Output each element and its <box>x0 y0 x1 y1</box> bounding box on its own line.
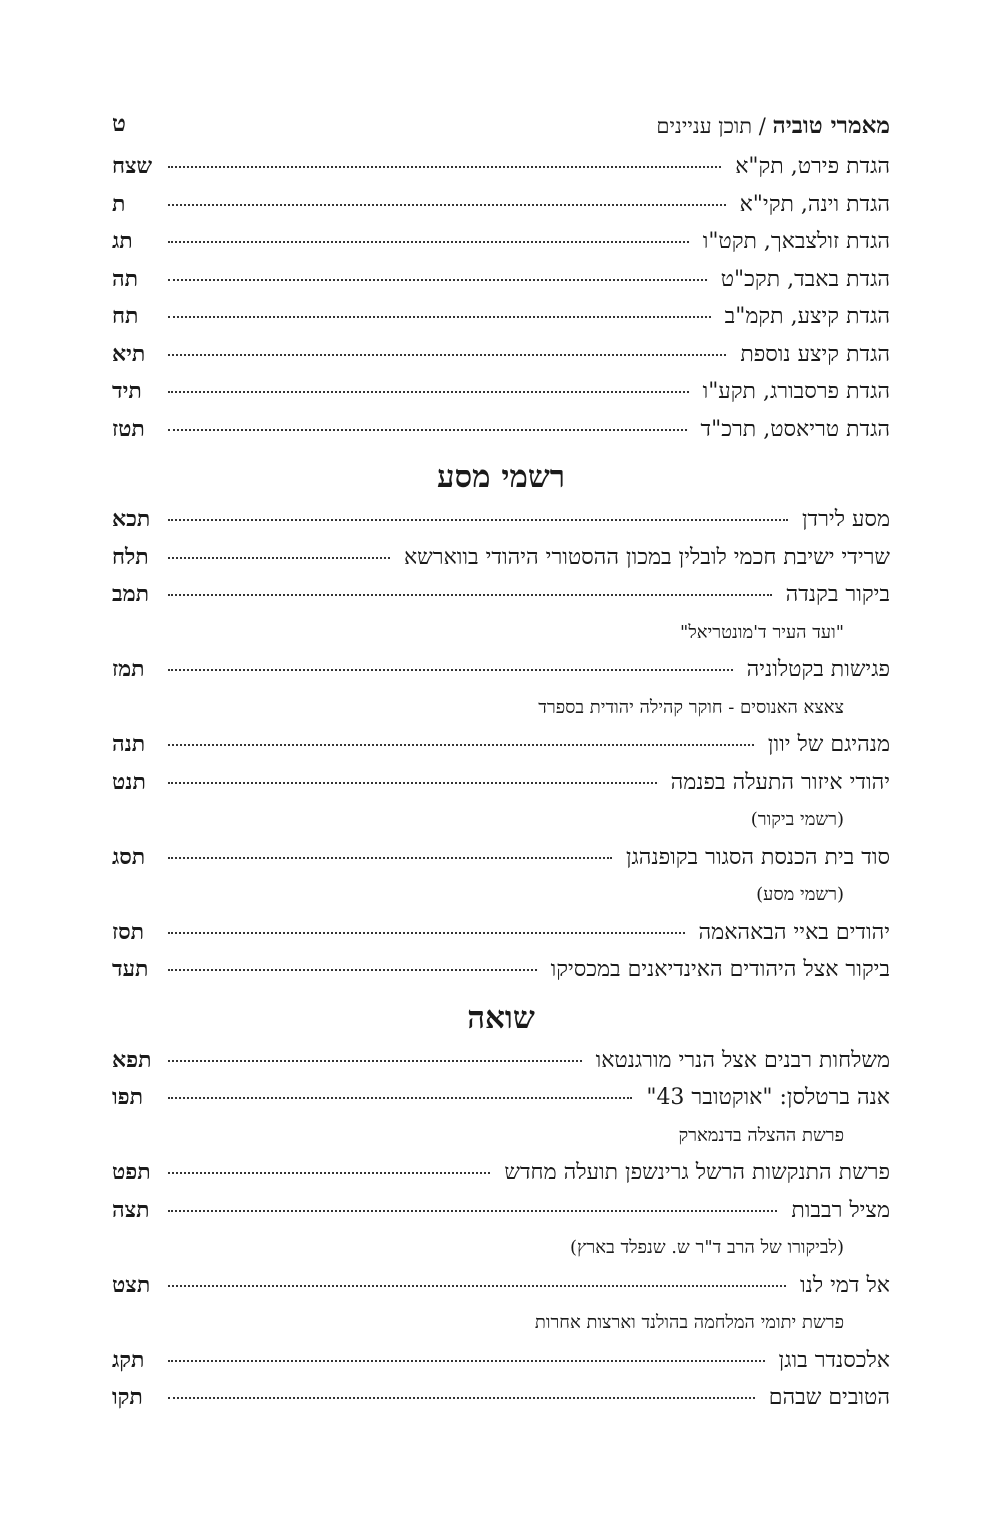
toc-entry-page: תפא <box>112 1046 152 1073</box>
toc-entry-title: מסע לירדן <box>801 507 890 532</box>
dot-leader <box>168 429 687 431</box>
dot-leader <box>168 782 657 784</box>
dot-leader <box>168 1060 582 1062</box>
toc-entry-page: תצט <box>112 1271 151 1298</box>
toc-entry-page: תסז <box>112 918 145 945</box>
toc-entry-title: הגדת פירט, תק"א <box>735 154 890 179</box>
dot-leader <box>168 1360 765 1362</box>
dot-leader <box>168 932 685 934</box>
dot-leader <box>168 1172 490 1174</box>
toc-entry-subtitle: פרשת יתומי המלחמה בהולנד וארצות אחרות <box>534 1312 844 1333</box>
toc-entry-title: הגדת זולצבאך, תקט"ו <box>702 229 890 254</box>
dot-leader <box>168 519 788 521</box>
toc-entry[interactable] <box>112 336 890 374</box>
toc-entry-page: תצה <box>112 1196 150 1223</box>
dot-leader <box>168 1097 632 1099</box>
toc-entry-title: ביקור בקנדה <box>785 582 890 607</box>
toc-entry-title: הגדת קיצע, תקמ"ב <box>724 304 890 329</box>
dot-leader <box>168 166 721 168</box>
toc-entry-page: תג <box>112 228 133 254</box>
dot-leader <box>168 969 537 971</box>
toc-entry-title: הגדת באבד, תקכ"ט <box>720 266 890 292</box>
toc-entry[interactable] <box>112 298 890 336</box>
toc-entry-page: תכא <box>112 506 151 532</box>
toc-entry-title: אנה ברטלסן: "אוקטובר 43" <box>646 1085 890 1110</box>
dot-leader <box>168 1397 755 1399</box>
toc-entry[interactable] <box>112 261 890 299</box>
page-number: ט <box>112 110 126 137</box>
dot-leader <box>168 354 726 356</box>
toc-entry-subtitle: (רשמי ביקור) <box>750 809 844 830</box>
toc-entry[interactable] <box>112 651 890 689</box>
toc-entry-page: תקו <box>112 1384 143 1410</box>
toc-entry-title: פרשת התנקשות הרשל גרינשפן תועלה מחדש <box>504 1160 890 1185</box>
toc-entry-page: תפט <box>112 1159 151 1185</box>
toc-entry[interactable] <box>112 148 890 186</box>
dot-leader <box>168 279 707 281</box>
toc-entry[interactable] <box>112 764 890 802</box>
toc-entry-subtitle: צאצא האנוסים - חוקר קהילה יהודית בספרד <box>538 696 844 718</box>
book-title: מאמרי טוביה <box>772 112 890 139</box>
toc-entry[interactable] <box>112 726 890 764</box>
header-separator: / <box>752 114 773 138</box>
toc-entry-page: תעד <box>112 956 149 982</box>
toc-entry[interactable] <box>112 1379 890 1417</box>
toc-entry[interactable] <box>112 839 890 877</box>
toc-entry-title: פגישות בקטלוניה <box>746 657 890 682</box>
toc-entry-title: הגדת טריאסט, תרכ"ד <box>700 416 890 442</box>
dot-leader <box>168 669 733 671</box>
toc-entry-page: תלח <box>112 543 149 570</box>
dot-leader <box>168 857 612 859</box>
toc-entry[interactable] <box>112 914 890 952</box>
running-header-title <box>656 112 890 139</box>
toc-entry-title: הגדת קיצע נוספת <box>740 341 890 367</box>
toc-entry[interactable] <box>112 501 890 539</box>
toc-entry-subtitle: (לביקורו של הרב ד"ר ש. שנפלד בארץ) <box>570 1237 844 1258</box>
toc-entry[interactable] <box>112 1079 890 1117</box>
toc-entry[interactable] <box>112 951 890 989</box>
toc-entry-page: תקג <box>112 1346 145 1373</box>
toc-entry[interactable] <box>112 373 890 411</box>
toc-entry-title: יהודי איזור התעלה בפנמה <box>670 769 890 795</box>
toc-entry[interactable] <box>112 1342 890 1380</box>
toc-entry-page: תפו <box>112 1084 144 1110</box>
toc-entry[interactable] <box>112 576 890 614</box>
toc-entry-title: הטובים שבהם <box>768 1385 890 1410</box>
toc-entry-title: מציל רבבות <box>791 1197 890 1223</box>
toc-entry-page: ת <box>112 190 126 217</box>
dot-leader <box>168 1210 777 1212</box>
toc-entry-page: תיד <box>112 378 142 404</box>
toc-entry-page: תסג <box>112 843 146 870</box>
toc-entry-page: תנט <box>112 768 146 795</box>
toc-page <box>112 104 890 1417</box>
toc-entry-page: תה <box>112 265 139 292</box>
toc-entry-page: תח <box>112 303 139 329</box>
toc-entry-title: אלכסנדר בוגן <box>778 1347 890 1373</box>
dot-leader <box>168 391 689 393</box>
toc-entry[interactable] <box>112 1192 890 1230</box>
toc-entry-page: שצח <box>112 153 153 179</box>
dot-leader <box>168 594 772 596</box>
toc-entry[interactable] <box>112 223 890 261</box>
dot-leader <box>168 1285 786 1287</box>
dot-leader <box>168 744 754 746</box>
dot-leader <box>168 204 726 206</box>
toc-entry-title: יהודים באיי הבאהאמה <box>698 919 890 945</box>
section-heading: רשמי מסע <box>436 459 566 495</box>
toc-entry-title: הגדת פרסבורג, תקע"ו <box>702 379 890 404</box>
toc-entry-page: תמז <box>112 656 145 682</box>
toc-entry-page: תנה <box>112 731 146 757</box>
toc-entry[interactable] <box>112 1042 890 1080</box>
dot-leader <box>168 241 689 243</box>
header-subtitle: תוכן עניינים <box>656 114 753 138</box>
dot-leader <box>168 316 711 318</box>
section-heading: שואה <box>467 999 535 1036</box>
dot-leader <box>168 557 390 559</box>
toc-entry[interactable] <box>112 539 890 577</box>
toc-entry-title: מנהיגם של יוון <box>767 732 890 757</box>
toc-entry-title: הגדת וינה, תקי"א <box>739 191 890 217</box>
table-of-contents <box>112 148 890 1417</box>
toc-entry-subtitle: "ועד העיר ד'מונטריאל" <box>680 621 844 643</box>
toc-entry-page: תטז <box>112 415 145 442</box>
toc-entry[interactable] <box>112 186 890 224</box>
toc-entry-title: אל דמי לנו <box>800 1272 890 1298</box>
toc-entry-page: תמב <box>112 581 150 607</box>
toc-entry-subtitle: פרשת ההצלה בדנמארק <box>678 1124 844 1146</box>
toc-entry[interactable] <box>112 411 890 449</box>
toc-entry-subtitle: (רשמי מסע) <box>756 884 844 905</box>
toc-entry[interactable] <box>112 1154 890 1192</box>
toc-entry[interactable] <box>112 1267 890 1305</box>
running-header <box>112 104 890 148</box>
toc-entry-title: משלחות רבנים אצל הנרי מורגנטאו <box>595 1047 890 1073</box>
toc-entry-title: שרידי ישיבת חכמי לובלין במכון ההסטורי היהודי בווארשא <box>403 544 890 570</box>
toc-entry-title: סוד בית הכנסת הסגור בקופנהגן <box>625 844 890 870</box>
toc-entry-page: תיא <box>112 340 146 367</box>
toc-entry-title: ביקור אצל היהודים האינדיאנים במכסיקו <box>550 957 890 982</box>
